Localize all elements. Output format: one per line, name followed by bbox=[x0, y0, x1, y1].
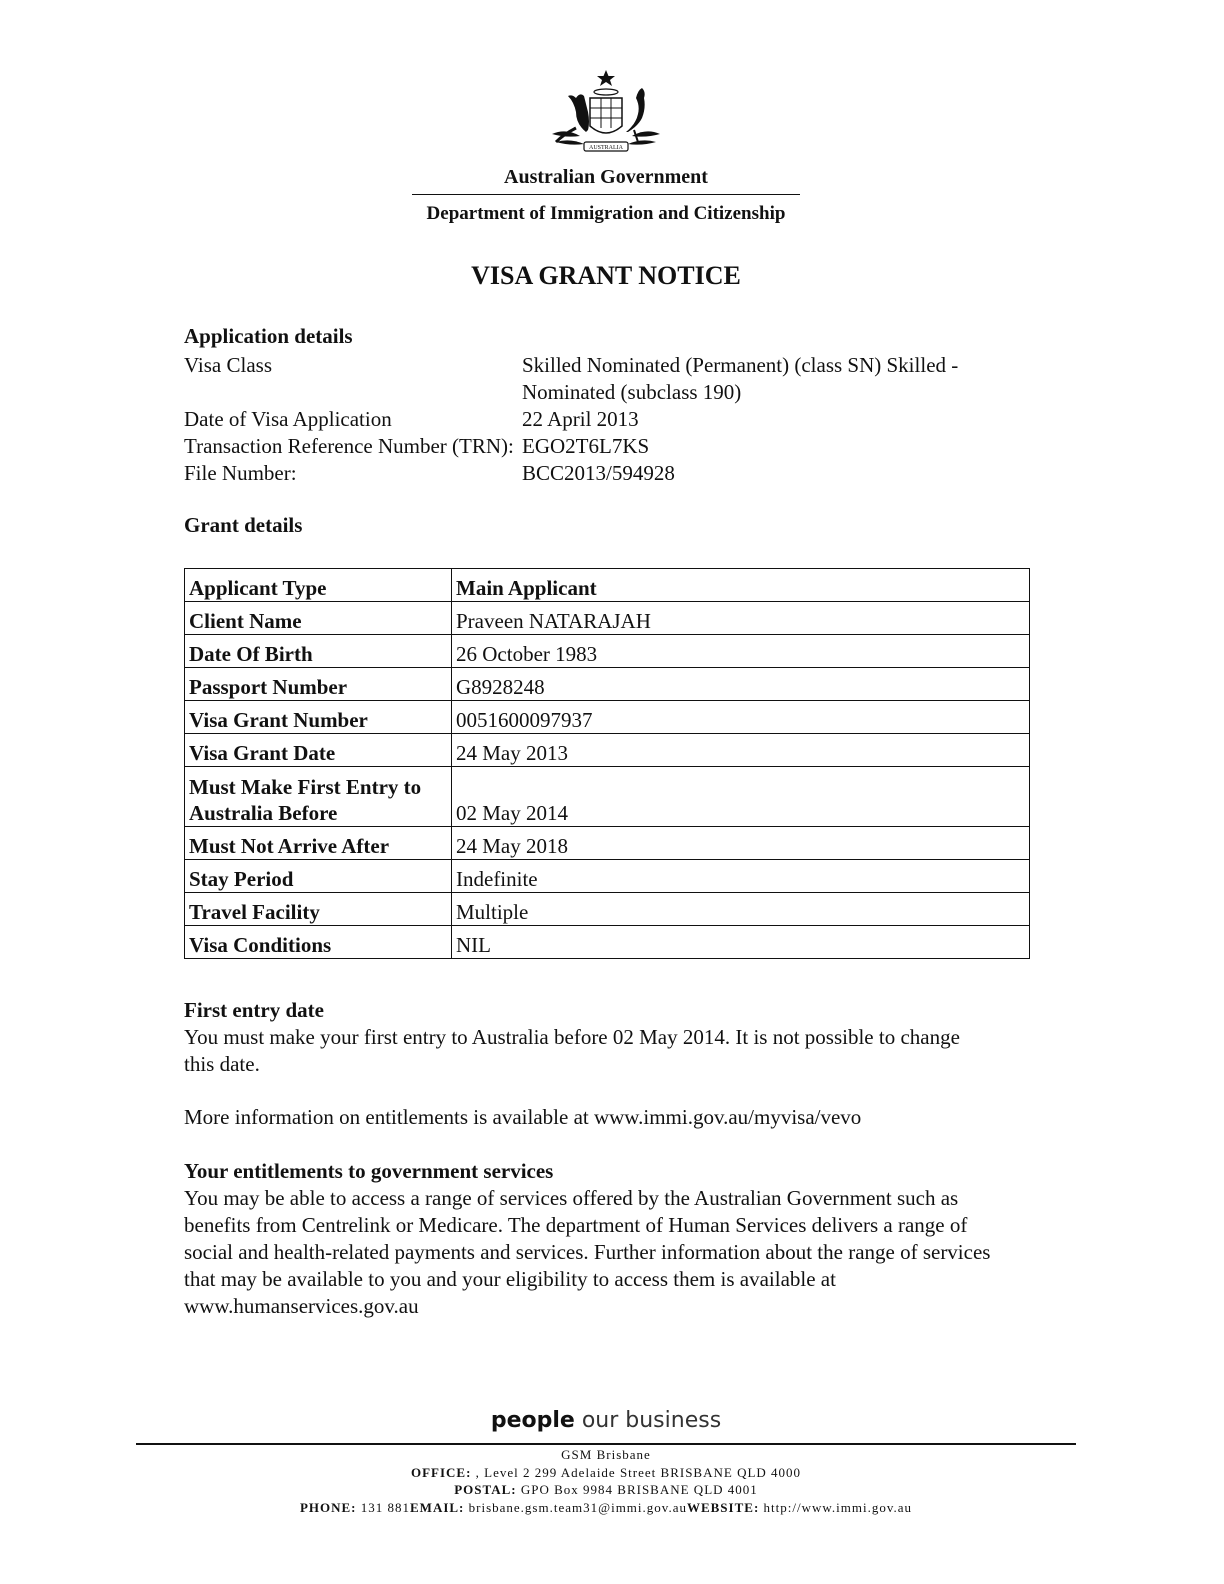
application-details bbox=[184, 352, 1024, 487]
grant-details-table bbox=[184, 568, 1030, 959]
row-value: 24 May 2018 bbox=[452, 827, 1030, 860]
row-label bbox=[185, 767, 452, 827]
row-label: Stay Period bbox=[185, 860, 452, 893]
file-number-label: File Number: bbox=[184, 461, 297, 485]
row-value: G8928248 bbox=[452, 668, 1030, 701]
table-row bbox=[185, 893, 1030, 926]
row-label: Travel Facility bbox=[185, 893, 452, 926]
entitlements-line-1: You may be able to access a range of services offered by the Australian Government such as bbox=[184, 1186, 959, 1210]
row-value: Multiple bbox=[452, 893, 1030, 926]
office-value: , Level 2 299 Adelaide Street BRISBANE QLD 4000 bbox=[475, 1465, 802, 1480]
entitlements-heading: Your entitlements to government services bbox=[184, 1159, 554, 1183]
application-date-row bbox=[184, 406, 1024, 433]
row-value: NIL bbox=[452, 926, 1030, 959]
website-label: WEBSITE: bbox=[686, 1500, 760, 1515]
postal-value: GPO Box 9984 BRISBANE QLD 4001 bbox=[520, 1482, 758, 1497]
visa-class-line-1: Skilled Nominated (Permanent) (class SN) Skilled - bbox=[522, 353, 959, 377]
table-row bbox=[185, 734, 1030, 767]
contact-line bbox=[0, 1499, 1212, 1516]
phone-value: 131 881 bbox=[360, 1500, 410, 1515]
table-row bbox=[185, 668, 1030, 701]
table-row bbox=[185, 827, 1030, 860]
email-value: brisbane.gsm.team31@immi.gov.au bbox=[468, 1500, 687, 1515]
row-label-line-1: Must Make First Entry to bbox=[189, 775, 422, 799]
office-address bbox=[0, 1464, 1212, 1481]
visa-class-value bbox=[522, 352, 1002, 406]
row-value: 24 May 2013 bbox=[452, 734, 1030, 767]
entitlements-line-5: www.humanservices.gov.au bbox=[184, 1294, 419, 1318]
row-label: Visa Grant Date bbox=[185, 734, 452, 767]
entitlements-section bbox=[184, 1158, 1034, 1320]
row-label-line-2: Australia Before bbox=[189, 801, 338, 825]
department-name: Department of Immigration and Citizenship bbox=[426, 203, 786, 224]
office-label: OFFICE: bbox=[410, 1465, 472, 1480]
website-value: http://www.immi.gov.au bbox=[763, 1500, 913, 1515]
row-value: 26 October 1983 bbox=[452, 635, 1030, 668]
office-name: GSM Brisbane bbox=[561, 1447, 651, 1462]
row-label: Visa Conditions bbox=[185, 926, 452, 959]
application-details-heading: Application details bbox=[184, 324, 353, 348]
header-divider bbox=[412, 194, 800, 195]
entitlements-line-2: benefits from Centrelink or Medicare. The department of Human Services delivers a range of bbox=[184, 1213, 968, 1237]
crest-scroll-text: AUSTRALIA bbox=[589, 145, 623, 151]
row-value: 02 May 2014 bbox=[452, 767, 1030, 827]
first-entry-line-2: this date. bbox=[184, 1052, 260, 1076]
grant-details-heading: Grant details bbox=[184, 513, 303, 537]
row-value: 0051600097937 bbox=[452, 701, 1030, 734]
application-date-label: Date of Visa Application bbox=[184, 407, 392, 431]
entitlements-line-3: social and health-related payments and services. Further information about the range of services bbox=[184, 1240, 991, 1264]
file-number-row bbox=[184, 460, 1024, 487]
coat-of-arms-logo bbox=[546, 68, 666, 160]
notice-title: VISA GRANT NOTICE bbox=[471, 261, 741, 290]
visa-class-line-2: Nominated (subclass 190) bbox=[522, 380, 742, 404]
table-row bbox=[185, 767, 1030, 827]
table-row bbox=[185, 569, 1030, 602]
table-row bbox=[185, 602, 1030, 635]
visa-class-label: Visa Class bbox=[184, 353, 272, 377]
government-name: Australian Government bbox=[504, 166, 708, 188]
tagline bbox=[0, 1408, 1212, 1433]
table-row bbox=[185, 701, 1030, 734]
trn-label: Transaction Reference Number (TRN): bbox=[184, 434, 514, 458]
table-row bbox=[185, 860, 1030, 893]
row-value: Main Applicant bbox=[452, 569, 1030, 602]
row-value: Praveen NATARAJAH bbox=[452, 602, 1030, 635]
table-row bbox=[185, 926, 1030, 959]
first-entry-line-1: You must make your first entry to Australia before 02 May 2014. It is not possible to change bbox=[184, 1025, 960, 1049]
file-number-value: BCC2013/594928 bbox=[522, 461, 675, 485]
trn-row bbox=[184, 433, 1024, 460]
entitlements-line-4: that may be available to you and your eligibility to access them is available at bbox=[184, 1267, 836, 1291]
row-value: Indefinite bbox=[452, 860, 1030, 893]
trn-value: EGO2T6L7KS bbox=[522, 434, 650, 458]
email-label: EMAIL: bbox=[410, 1500, 465, 1515]
more-info-text: More information on entitlements is available at www.immi.gov.au/myvisa/vevo bbox=[184, 1105, 862, 1129]
row-label: Visa Grant Number bbox=[185, 701, 452, 734]
phone-label: PHONE: bbox=[299, 1500, 357, 1515]
tagline-light: our business bbox=[581, 1408, 722, 1433]
postal-label: POSTAL: bbox=[454, 1482, 517, 1497]
footer-divider bbox=[136, 1443, 1076, 1445]
application-date-value: 22 April 2013 bbox=[522, 407, 639, 431]
row-label: Date Of Birth bbox=[185, 635, 452, 668]
postal-address bbox=[0, 1481, 1212, 1498]
first-entry-section bbox=[184, 997, 1034, 1078]
row-label: Client Name bbox=[185, 602, 452, 635]
row-label: Applicant Type bbox=[185, 569, 452, 602]
tagline-strong: people bbox=[490, 1408, 575, 1433]
row-label: Must Not Arrive After bbox=[185, 827, 452, 860]
row-label: Passport Number bbox=[185, 668, 452, 701]
table-row bbox=[185, 635, 1030, 668]
visa-class-row bbox=[184, 352, 1024, 406]
first-entry-heading: First entry date bbox=[184, 998, 324, 1022]
